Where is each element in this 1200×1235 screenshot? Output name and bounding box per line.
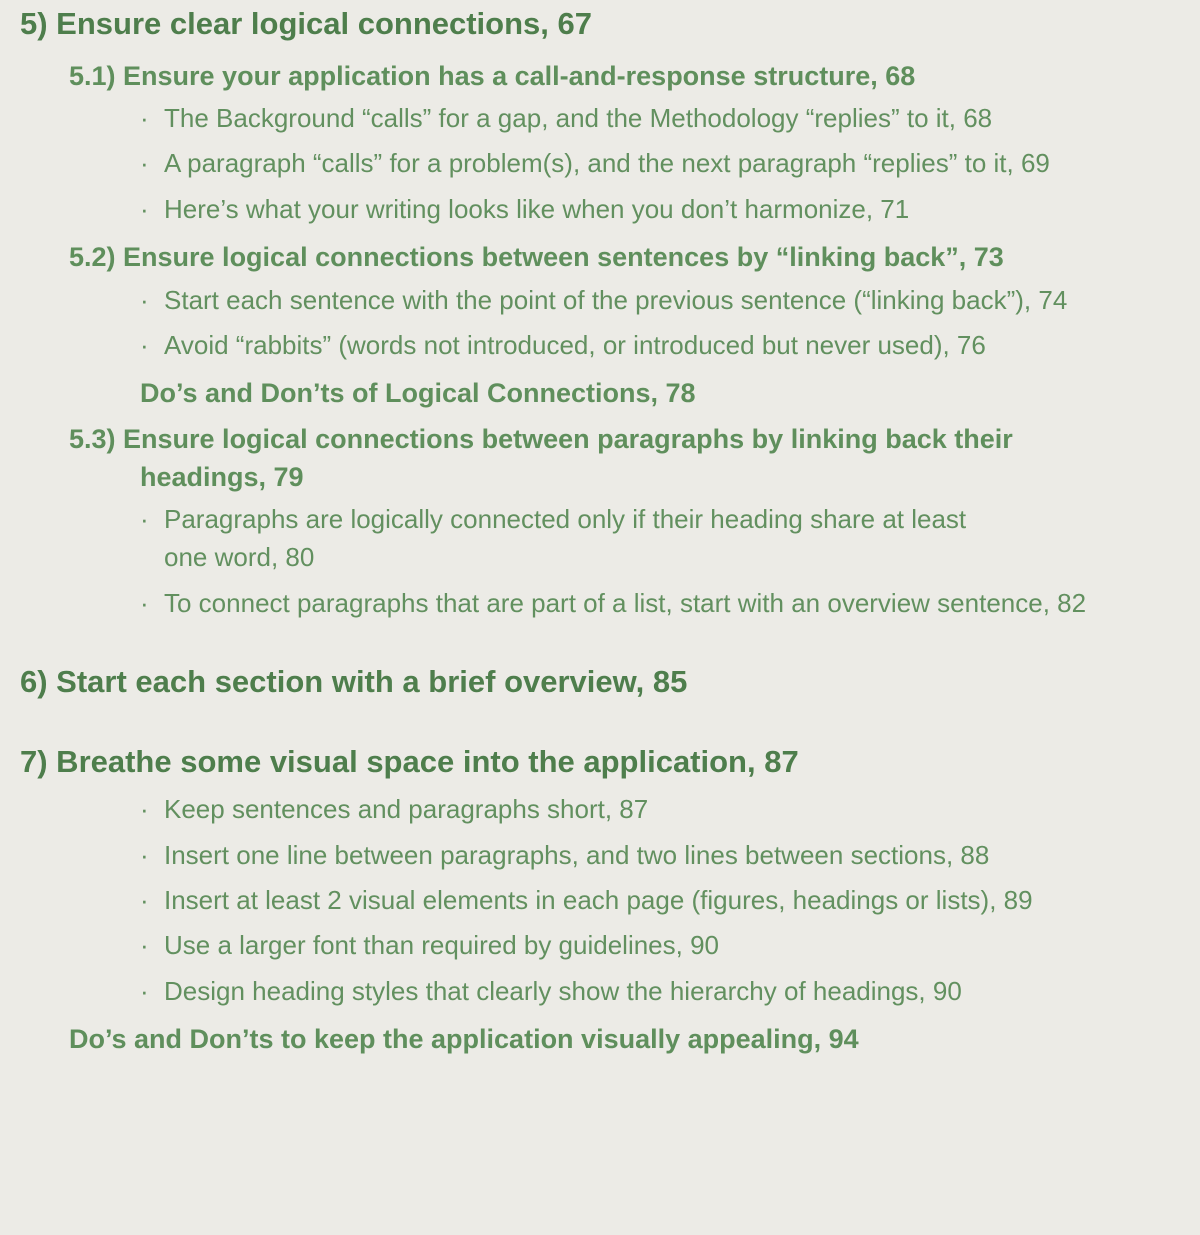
toc-bullet-item bbox=[140, 930, 719, 961]
section-5-heading: 5) Ensure clear logical connections, 67 bbox=[20, 6, 592, 41]
bullet-dot: · bbox=[140, 504, 149, 534]
section-5-3-heading-continued: headings, 79 bbox=[140, 462, 304, 492]
bullet-dot: · bbox=[140, 588, 149, 618]
section-6-heading: 6) Start each section with a brief overview, 85 bbox=[20, 664, 688, 699]
bullet-dot: · bbox=[140, 148, 149, 178]
toc-item-text: The Background “calls” for a gap, and the Methodology “replies” to it, 68 bbox=[164, 103, 993, 133]
bullet-dot: · bbox=[140, 330, 149, 360]
toc-bullet-item bbox=[140, 148, 1050, 179]
toc-bullet-item bbox=[140, 976, 962, 1007]
toc-bullet-item bbox=[140, 840, 989, 871]
toc-bullet-item bbox=[140, 330, 986, 361]
dos-and-donts-logical-heading: Do’s and Don’ts of Logical Connections, 78 bbox=[140, 378, 696, 408]
toc-bullet-item bbox=[140, 588, 1086, 619]
toc-item-text: A paragraph “calls” for a problem(s), and the next paragraph “replies” to it, 69 bbox=[164, 148, 1050, 178]
section-5-2-heading: 5.2) Ensure logical connections between sentences by “linking back”, 73 bbox=[69, 242, 1004, 272]
bullet-dot: · bbox=[140, 103, 149, 133]
bullet-dot: · bbox=[140, 194, 149, 224]
section-5-1-heading: 5.1) Ensure your application has a call-and-response structure, 68 bbox=[69, 61, 916, 91]
toc-bullet-item bbox=[140, 504, 966, 535]
toc-bullet-item bbox=[140, 885, 1033, 916]
bullet-dot: · bbox=[140, 794, 149, 824]
toc-item-text: Design heading styles that clearly show the hierarchy of headings, 90 bbox=[164, 976, 962, 1006]
toc-item-text-continued: one word, 80 bbox=[164, 542, 315, 572]
bullet-dot: · bbox=[140, 840, 149, 870]
section-7-heading: 7) Breathe some visual space into the application, 87 bbox=[20, 744, 799, 779]
toc-item-text: Start each sentence with the point of the previous sentence (“linking back”), 74 bbox=[164, 285, 1068, 315]
toc-item-text: Keep sentences and paragraphs short, 87 bbox=[164, 794, 649, 824]
toc-item-text: To connect paragraphs that are part of a list, start with an overview sentence, 82 bbox=[164, 588, 1087, 618]
toc-item-text: Here’s what your writing looks like when you don’t harmonize, 71 bbox=[164, 194, 910, 224]
toc-bullet-item bbox=[140, 285, 1067, 316]
bullet-dot: · bbox=[140, 885, 149, 915]
toc-bullet-item bbox=[140, 103, 992, 134]
toc-bullet-item bbox=[140, 794, 648, 825]
section-5-3-heading: 5.3) Ensure logical connections between paragraphs by linking back their bbox=[69, 424, 1013, 454]
toc-item-text: Insert at least 2 visual elements in each page (figures, headings or lists), 89 bbox=[164, 885, 1033, 915]
bullet-dot: · bbox=[140, 285, 149, 315]
toc-item-text: Use a larger font than required by guidelines, 90 bbox=[164, 930, 720, 960]
toc-item-text: Avoid “rabbits” (words not introduced, or introduced but never used), 76 bbox=[164, 330, 986, 360]
dos-and-donts-visual-heading: Do’s and Don’ts to keep the application visually appealing, 94 bbox=[69, 1024, 859, 1054]
toc-item-text: Paragraphs are logically connected only if their heading share at least bbox=[164, 504, 967, 534]
bullet-dot: · bbox=[140, 976, 149, 1006]
toc-bullet-item bbox=[140, 194, 909, 225]
toc-item-text: Insert one line between paragraphs, and two lines between sections, 88 bbox=[164, 840, 990, 870]
bullet-dot: · bbox=[140, 930, 149, 960]
